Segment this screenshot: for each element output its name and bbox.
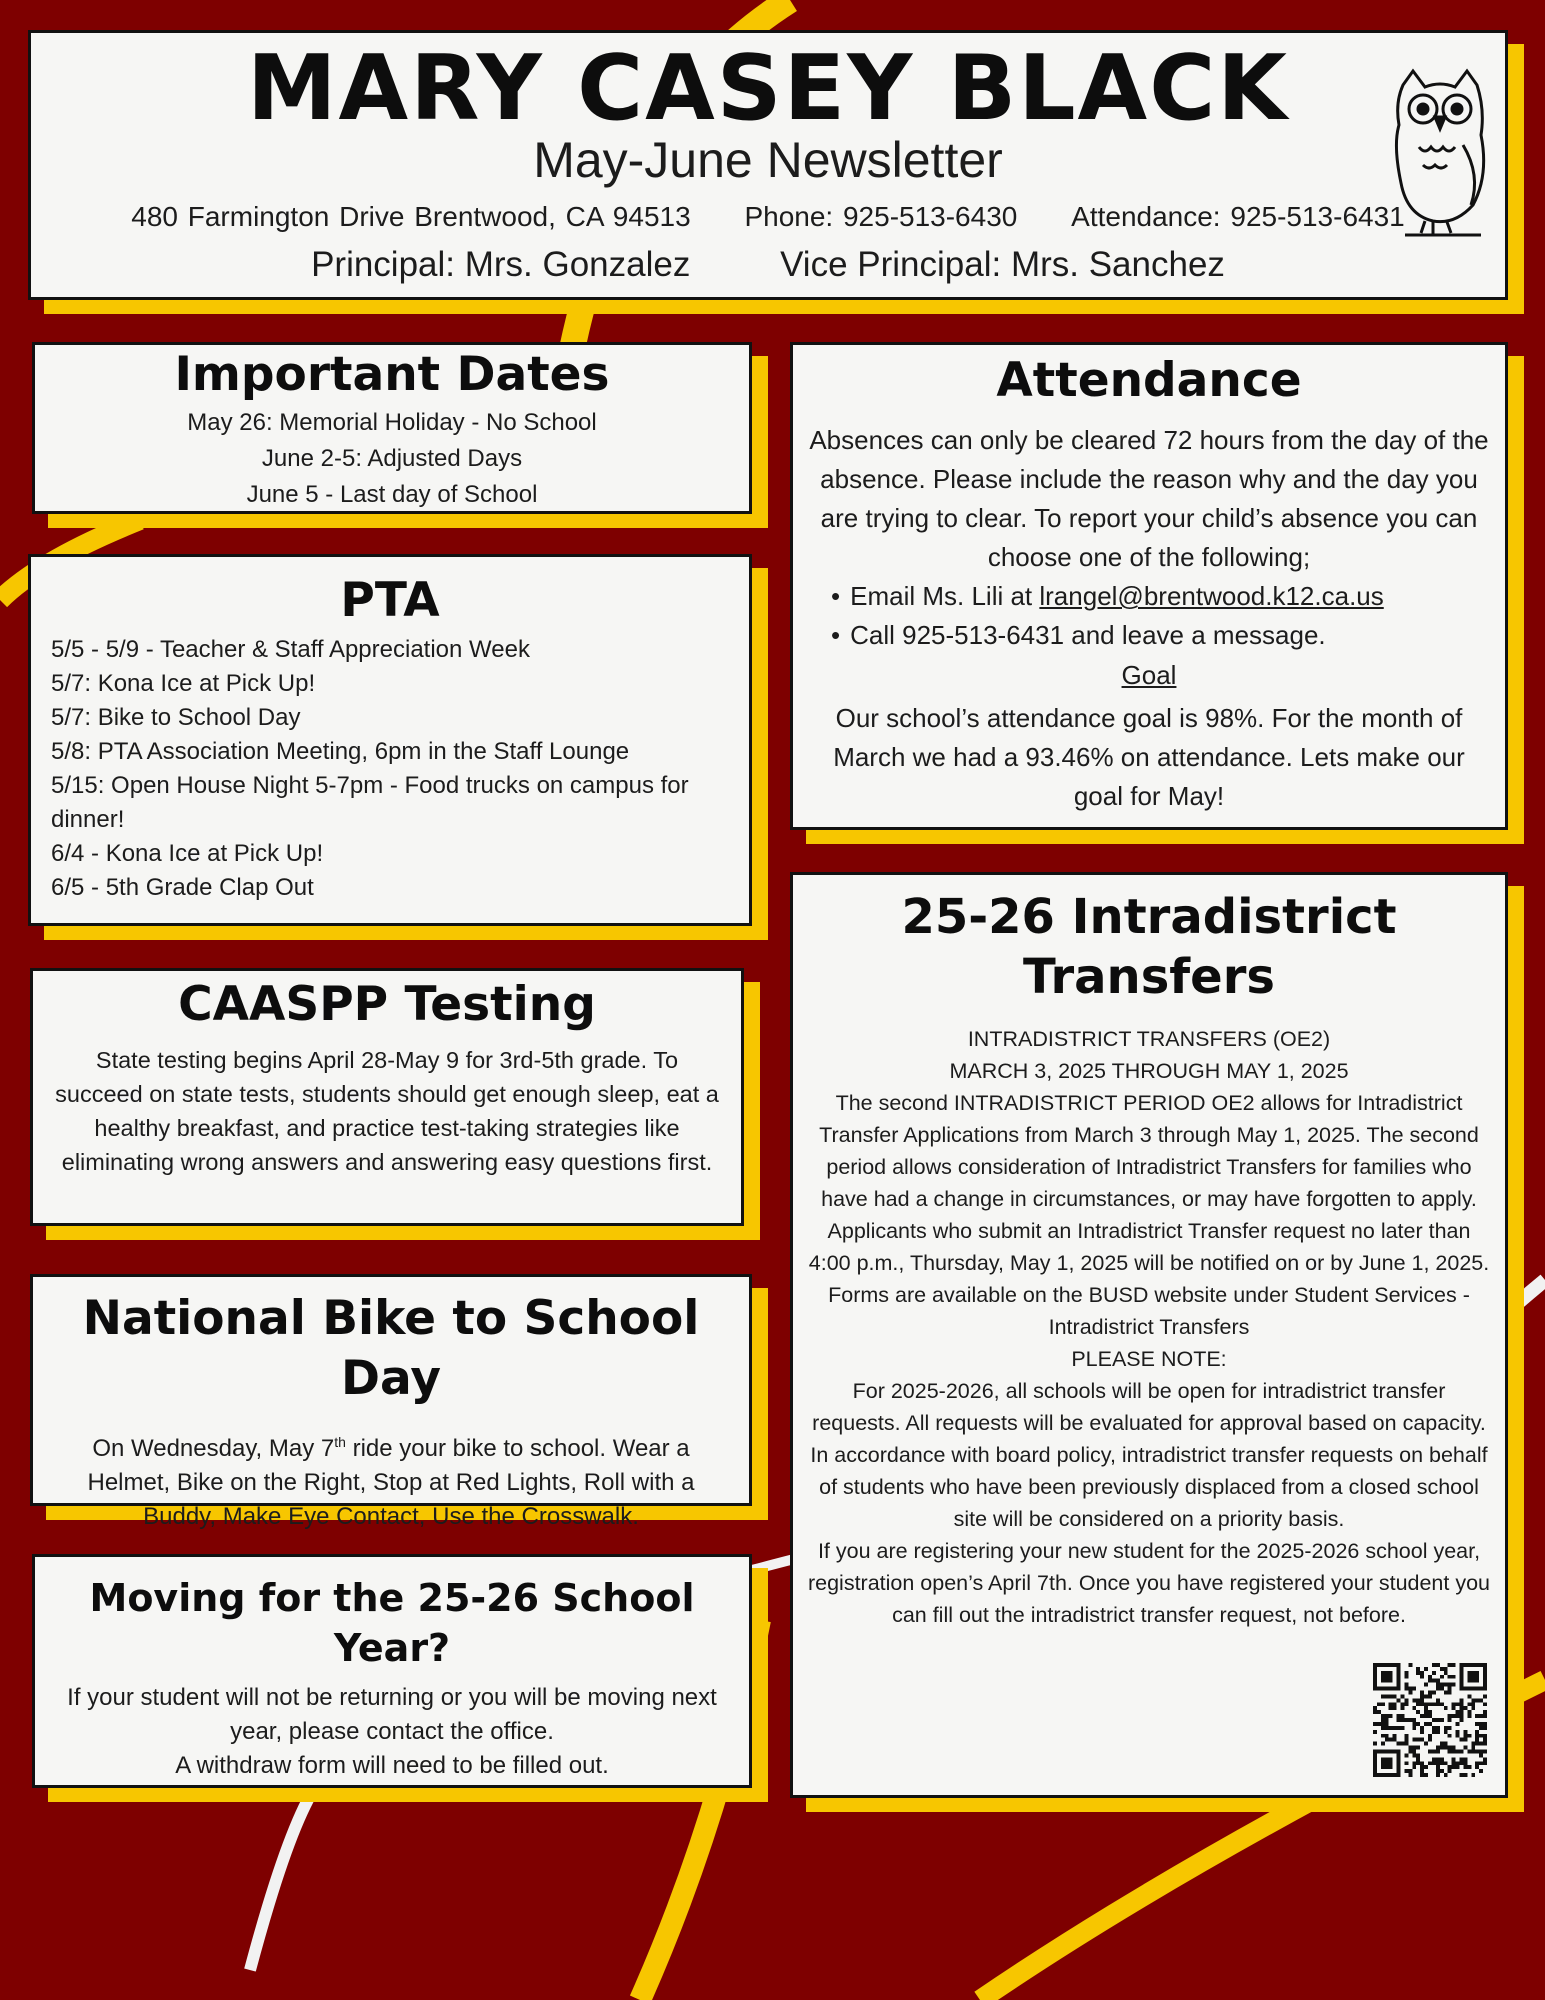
- transfers-line: Applicants who submit an Intradistrict Transfer request no later than 4:00 p.m., Thursday, May 1, 2025 will be notified on or by June 1, 2025. Forms are available on the BUSD website under Student Services - Intradistrict Transfers: [808, 1219, 1490, 1339]
- transfers-line: PLEASE NOTE:: [1071, 1347, 1227, 1371]
- transfers-panel: [790, 872, 1508, 1798]
- caaspp-title: CAASPP Testing: [178, 977, 596, 1032]
- list-item: 6/5 - 5th Grade Clap Out: [51, 874, 314, 901]
- moving-line: If your student will not be returning or you will be moving next year, please contact the office.: [67, 1684, 717, 1745]
- staff-line: [31, 243, 1505, 287]
- list-item: 5/8: PTA Association Meeting, 6pm in the Staff Lounge: [51, 738, 630, 765]
- attendance-paragraph: Absences can only be cleared 72 hours from the day of the absence. Please include the reason why and the day you are trying to clear. To report your child’s absence you can choose one of the following;: [809, 425, 1489, 572]
- bike-day-title: National Bike to School Day: [82, 1291, 700, 1406]
- white-swoosh: [250, 1780, 320, 1970]
- list-item: 6/4 - Kona Ice at Pick Up!: [51, 840, 324, 867]
- transfers-line: In accordance with board policy, intradistrict transfer requests on behalf of students who have been previously displaced from a closed school site will be considered on a priority basis.: [810, 1443, 1488, 1531]
- moving-title: Moving for the 25-26 School Year?: [89, 1576, 695, 1670]
- list-item: June 5 - Last day of School: [246, 481, 538, 508]
- transfers-line: MARCH 3, 2025 THROUGH MAY 1, 2025: [949, 1059, 1349, 1083]
- pta-title: PTA: [340, 573, 440, 628]
- list-item: 5/7: Bike to School Day: [51, 704, 301, 731]
- transfers-line: For 2025-2026, all schools will be open for intradistrict transfer requests. All requests will be evaluated for approval based on capacity.: [812, 1379, 1486, 1435]
- list-item: 5/7: Kona Ice at Pick Up!: [51, 670, 316, 697]
- vice-principal-name: Vice Principal: Mrs. Sanchez: [780, 245, 1225, 284]
- caaspp-testing-panel: [30, 968, 744, 1226]
- list-item: • Call 925-513-6431 and leave a message.: [831, 616, 1505, 655]
- important-dates-list: [35, 405, 749, 513]
- principal-name: Principal: Mrs. Gonzalez: [311, 245, 691, 284]
- pta-panel: [28, 554, 752, 926]
- transfers-title: 25-26 Intradistrict Transfers: [901, 889, 1397, 1005]
- qr-code-icon[interactable]: [1373, 1663, 1487, 1777]
- moving-line: A withdraw form will need to be filled out.: [175, 1752, 609, 1779]
- caaspp-text: State testing begins April 28-May 9 for 3rd-5th grade. To succeed on state tests, students should get enough sleep, eat a healthy breakfast, and practice test-taking strategies like eliminating wrong answers and answering easy questions first.: [55, 1047, 719, 1175]
- newsletter-header: [28, 30, 1508, 300]
- goal-text: Our school’s attendance goal is 98%. For the month of March we had a 93.46% on attendance. Lets make our goal for May!: [833, 703, 1465, 811]
- attendance-panel: [790, 342, 1508, 830]
- contact-line: [31, 197, 1505, 237]
- transfers-line: If you are registering your new student for the 2025-2026 school year, registration open’s April 7th. Once you have registered your student you can fill out the intradistrict transfer request, not before.: [807, 1539, 1491, 1627]
- transfers-line: INTRADISTRICT TRANSFERS (OE2): [967, 1027, 1331, 1051]
- list-item: • Email Ms. Lili at lrangel@brentwood.k12.ca.us: [831, 577, 1505, 616]
- list-item: May 26: Memorial Holiday - No School: [187, 409, 597, 436]
- important-dates-title: Important Dates: [174, 347, 610, 402]
- transfers-line: The second INTRADISTRICT PERIOD OE2 allows for Intradistrict Transfer Applications from March 3 through May 1, 2025. The second period allows consideration of Intradistrict Transfers for families who have had a change in circumstances, or may have forgotten to apply.: [819, 1091, 1479, 1211]
- bike-to-school-panel: [30, 1274, 752, 1530]
- pta-events-list: [31, 633, 749, 905]
- attendance-phone: Attendance: 925-513-6431: [1071, 201, 1405, 232]
- attendance-title: Attendance: [996, 353, 1302, 408]
- list-item: 5/15: Open House Night 5-7pm - Food trucks on campus for dinner!: [51, 772, 689, 833]
- list-item: June 2-5: Adjusted Days: [261, 445, 523, 472]
- goal-heading: Goal: [1121, 660, 1177, 690]
- school-address: 480 Farmington Drive Brentwood, CA 94513: [131, 201, 691, 232]
- list-item: 5/5 - 5/9 - Teacher & Staff Appreciation Week: [51, 636, 530, 663]
- bike-day-text: On Wednesday, May 7th ride your bike to school. Wear a Helmet, Bike on the Right, Stop at Red Lights, Roll with a Buddy, Make Eye Contact, Use the Crosswalk.: [87, 1434, 695, 1530]
- transfers-text: [793, 1023, 1505, 1631]
- attendance-options-list: [793, 577, 1505, 655]
- school-phone: Phone: 925-513-6430: [744, 201, 1018, 232]
- school-name: MARY CASEY BLACK: [247, 36, 1289, 141]
- owl-icon: [1385, 65, 1495, 240]
- attendance-email-link[interactable]: lrangel@brentwood.k12.ca.us: [1039, 581, 1384, 611]
- moving-panel: [32, 1554, 752, 1788]
- newsletter-subtitle: May-June Newsletter: [533, 132, 1003, 188]
- important-dates-panel: [32, 342, 752, 514]
- moving-text: [35, 1681, 749, 1783]
